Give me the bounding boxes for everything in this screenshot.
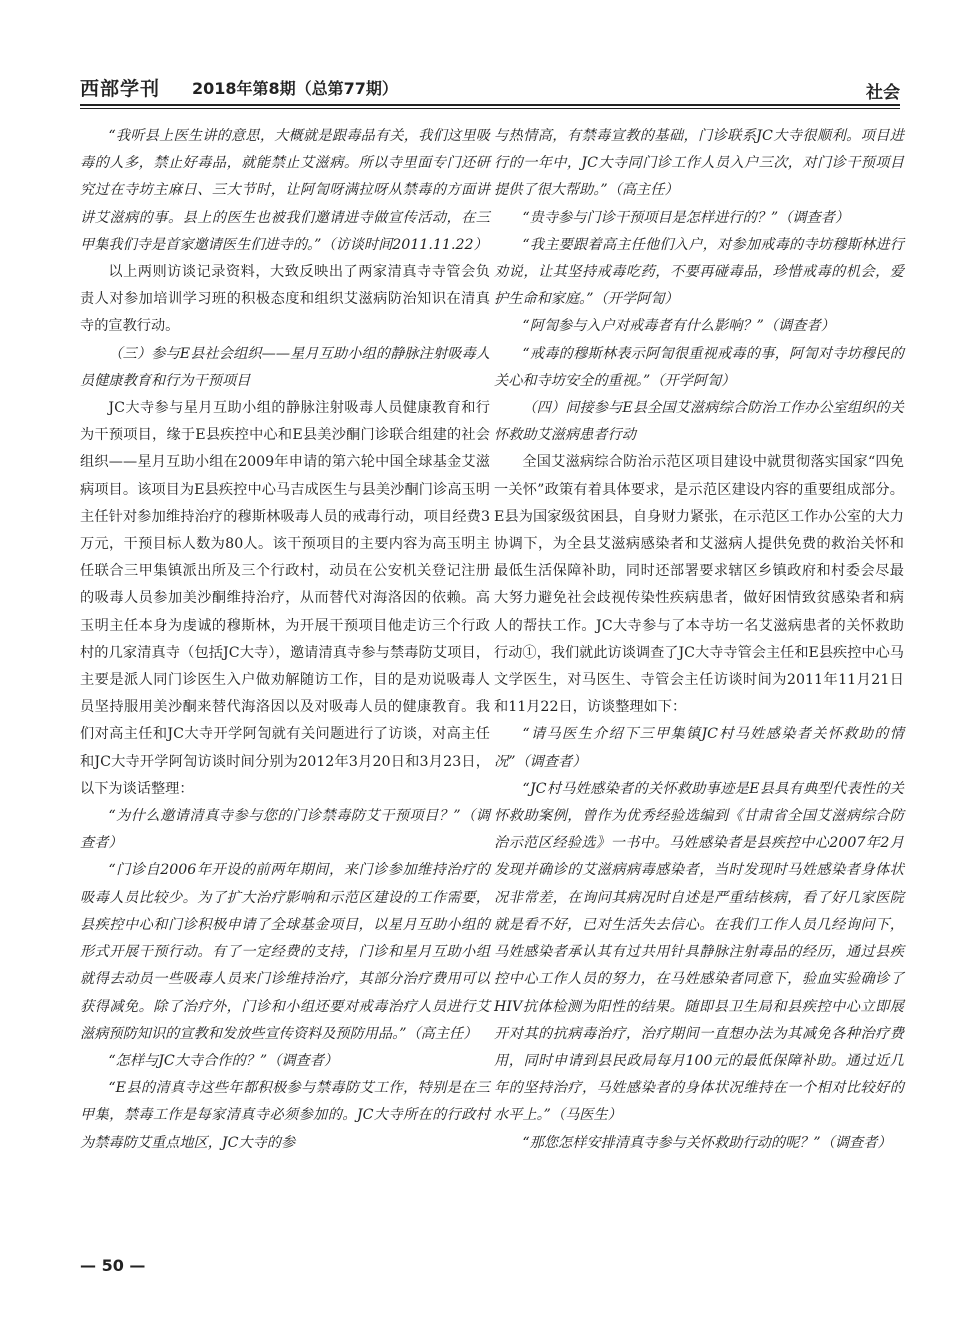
paragraph: “请马医生介绍下三甲集镇JC村马姓感染者关怀救助的情况”（调查者） [494,726,904,770]
page-number: — 50 — [80,1256,146,1275]
section-label: 社会 [866,83,900,103]
journal-issue: 2018年第8期（总第77期） [192,79,398,98]
paragraph: “我主要跟着高主任他们入户，对参加戒毒的寺坊穆斯林进行劝说，让其坚持戒毒吃药，不要再碰毒品，珍惜戒毒的机会，爱护生命和家庭。”（开学阿訇） [494,236,904,308]
header-rule-thick [80,104,900,106]
paragraph: “JC村马姓感染者的关怀救助事迹是E县具有典型代表性的关怀救助案例，曾作为优秀经验选编到《甘肃省全国艾滋病综合防治示范区经验选》一书中。马姓感染者是县疾控中心2007年2月发现并确诊的艾滋病病毒感染者，当时发现时马姓感染者身体状况非常差，在询问其病况时自述是严重结核病，看了好几家医院就是看不好，已对生活失去信心。在我们工作人员几经询问下，马姓感染者承认其有过共用针具静脉注射毒品的经历，通过县疾控中心工作人员的努力，在马姓感染者同意下，验血实验确诊了HIV抗体检测为阳性的结果。随即县卫生局和县疾控中心立即展开对其的抗病毒治疗，治疗期间一直想办法为其减免各种治疗费用，同时申请到县民政局每月100元的最低保障补助。通过近几年的坚持治疗，马姓感染者的身体状况维持在一个相对比较好的水平上。”（马医生） [494,780,904,1124]
paragraph: “门诊自2006年开设的前两年期间，来门诊参加维持治疗的吸毒人员比较少。为了扩大治疗影响和示范区建设的工作需要，县疾控中心和门诊积极申请了全球基金项目，以星月互助小组的形式开展干预行动。有了一定经费的支持，门诊和星月互助小组就得去动员一些吸毒人员来门诊维持治疗，其部分治疗费用可以获得减免。除了治疗外，门诊和小组还要对戒毒治疗人员进行艾滋病预防知识的宣教和发放些宣传资料及预防用品。”（高主任） [80,862,490,1042]
paragraph: 全国艾滋病综合防治示范区项目建设中就贯彻落实国家“四免一关怀”政策有着具体要求，是示范区建设内容的重要组成部分。E县为国家级贫困县，自身财力紧张，在示范区工作办公室的大力协调下，为全县艾滋病感染者和艾滋病人提供免费的救治关怀和最低生活保障补助，同时还部署要求辖区乡镇政府和村委会尽最大努力避免社会歧视传染性疾病患者，做好困情致贫感染者和病人的帮扶工作。JC大寺参与了本寺坊一名艾滋病患者的关怀救助行动①，我们就此访谈调查了JC大寺寺管会主任和E县疾控中心马文学医生，对马医生、寺管会主任访谈时间为2011年11月21日和11月22日，访谈整理如下： [494,454,904,716]
paragraph: “怎样与JC大寺合作的？”（调查者） [108,1052,339,1069]
section-heading: （三）参与E县社会组织——星月互助小组的静脉注射吸毒人员健康教育和行为干预项目 [80,345,490,389]
right-column [494,123,904,1157]
paragraph: “为什么邀请清真寺参与您的门诊禁毒防艾干预项目？”（调查者） [80,808,490,852]
page-header [80,72,900,104]
header-rule-thin [80,108,900,109]
left-column [80,123,490,1157]
paragraph: “那您怎样安排清真寺参与关怀救助行动的呢？”（调查者） [522,1134,892,1151]
section-heading: （四）间接参与E县全国艾滋病综合防治工作办公室组织的关怀救助艾滋病患者行动 [494,400,904,444]
paragraph: 与热情高，有禁毒宣教的基础，门诊联系JC大寺很顺利。项目进行的一年中，JC大寺同门诊工作人员入户三次，对门诊干预项目提供了很大帮助。”（高主任） [494,128,904,199]
paragraph: “贵寺参与门诊干预项目是怎样进行的？”（调查者） [522,209,850,226]
paragraph: “阿訇参与入户对戒毒者有什么影响？”（调查者） [522,318,835,335]
paragraph: “戒毒的穆斯林表示阿訇很重视戒毒的事，阿訇对寺坊穆民的关心和寺坊安全的重视。”（开学阿訇） [494,345,904,389]
paragraph: “E县的清真寺这些年都积极参与禁毒防艾工作，特别是在三甲集，禁毒工作是每家清真寺必须参加的。JC大寺所在的行政村为禁毒防艾重点地区，JC大寺的参 [80,1080,490,1151]
journal-title: 西部学刊 [80,78,161,100]
paragraph: JC大寺参与星月互助小组的静脉注射吸毒人员健康教育和行为干预项目，缘于E县疾控中心和E县美沙酮门诊联合组建的社会组织——星月互助小组在2009年申请的第六轮中国全球基金艾滋病项目。该项目为E县疾控中心马吉成医生与县美沙酮门诊高玉明主任针对参加维持治疗的穆斯林吸毒人员的戒毒行动，项目经费3万元，干预目标人数为80人。该干预项目的主要内容为高玉明主任联合三甲集镇派出所及三个行政村，动员在公安机关登记注册的吸毒人员参加美沙酮维持治疗，从而替代对海洛因的依赖。高玉明主任本身为虔诚的穆斯林，为开展干预项目他走访三个行政村的几家清真寺（包括JC大寺），邀请清真寺参与禁毒防艾项目，主要是派人同门诊医生入户做劝解随访工作，目的是劝说吸毒人员坚持服用美沙酮来替代海洛因以及对吸毒人员的健康教育。我们对高主任和JC大寺开学阿訇就有关问题进行了访谈，对高主任和JC大寺开学阿訇访谈时间分别为2012年3月20日和3月23日，以下为谈话整理： [80,400,490,797]
paragraph: 以上两则访谈记录资料，大致反映出了两家清真寺寺管会负责人对参加培训学习班的积极态度和组织艾滋病防治知识在清真寺的宣教行动。 [80,264,490,335]
paragraph: “我听县上医生讲的意思，大概就是跟毒品有关，我们这里吸毒的人多，禁止好毒品，就能禁止艾滋病。所以寺里面专门还研究过在寺坊主麻日、三大节时，让阿訇呀满拉呀从禁毒的方面讲讲艾滋病的事。县上的医生也被我们邀请进寺做宣传活动，在三甲集我们寺是首家邀请医生们进寺的。”（访谈时间2011.11.22） [80,128,490,253]
